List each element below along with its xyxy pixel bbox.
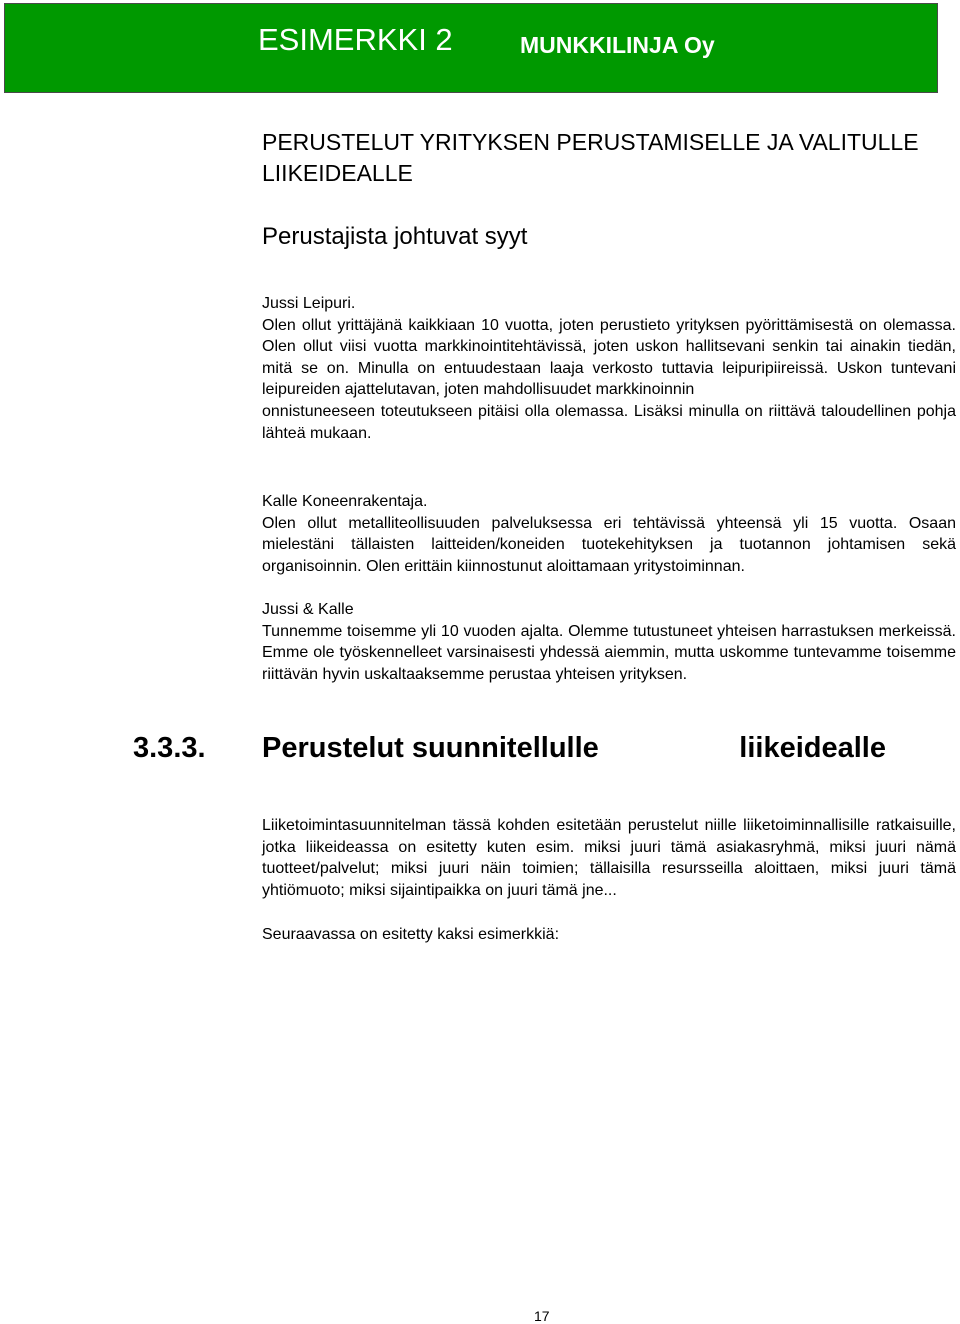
banner-subtitle: MUNKKILINJA Oy [520,32,715,58]
page-number: 17 [534,1308,550,1324]
founder-block-jussi [262,293,956,444]
founder-name: Jussi Leipuri. [262,295,356,312]
founder-text-continued: onnistuneeseen toteutukseen pitäisi olla olemassa. Lisäksi minulla on riittävä taloudellinen pohja lähteä mukaan. [262,402,956,442]
founder-text: Tunnemme toisemme yli 10 vuoden ajalta. Olemme tutustuneet yhteisen harrastuksen merkeissä. Emme ole työskennelleet varsinaisesti yhdessä aiemmin, mutta uskomme tuntevamme toisemme riittävän hyvin uskaltaaksemme perustaa yhteisen yrityksen. [262,622,956,683]
banner-title: ESIMERKKI 2 [258,22,453,57]
founder-text: Olen ollut metalliteollisuuden palveluksessa eri tehtävissä yhteensä yli 15 vuotta. Osaan mielestäni tällaisten laitteiden/koneiden tuotekehityksen ja tuotannon johtamisen sekä organisoinnin. Olen erittäin kiinnostunut aloittamaan yritystoiminnan. [262,514,956,575]
section-paragraph [262,815,956,901]
header-banner [4,3,938,93]
section-paragraph-text: Liiketoimintasuunnitelman tässä kohden esitetään perustelut niille liiketoiminnallisille ratkaisuille, jotka liikeideassa on esitetty kuten esim. miksi juuri tämä asiakasryhmä, miksi juuri nämä tuotteet/palvelut; miksi juuri näin toimien; tällaisilla resursseilla aloittaen, miksi juuri tämä yhtiömuoto; miksi sijaintipaikka on juuri tämä jne... [262,817,956,899]
section-number: 3.3.3. [133,732,206,764]
founder-block-both [262,599,956,685]
section-closing-text: Seuraavassa on esitetty kaksi esimerkkiä: [262,926,560,943]
founder-name: Kalle Koneenrakentaja. [262,493,428,510]
founder-name: Jussi & Kalle [262,601,354,618]
main-heading: PERUSTELUT YRITYKSEN PERUSTAMISELLE JA VALITULLE LIIKEIDEALLE [262,129,919,186]
section-title [262,732,886,765]
sub-heading: Perustajista johtuvat syyt [262,223,528,250]
founder-block-kalle [262,491,956,577]
section-closing [262,924,956,946]
section-title-part-2: liikeidealle [739,732,886,764]
section-title-part-1: Perustelut suunnitellulle [262,732,599,764]
founder-text: Olen ollut yrittäjänä kaikkiaan 10 vuotta, joten perustieto yrityksen pyörittämisestä on olemassa. Olen ollut viisi vuotta markkinointitehtävissä, joten uskon hallitsevani senkin tai ainakin tiedän, mitä se on. Minulla on entuudestaan laaja verkosto tuttavia leipuripiireissä. Uskon tuntevani leipureiden ajattelutavan, joten mahdollisuudet markkinoinnin [262,316,956,399]
